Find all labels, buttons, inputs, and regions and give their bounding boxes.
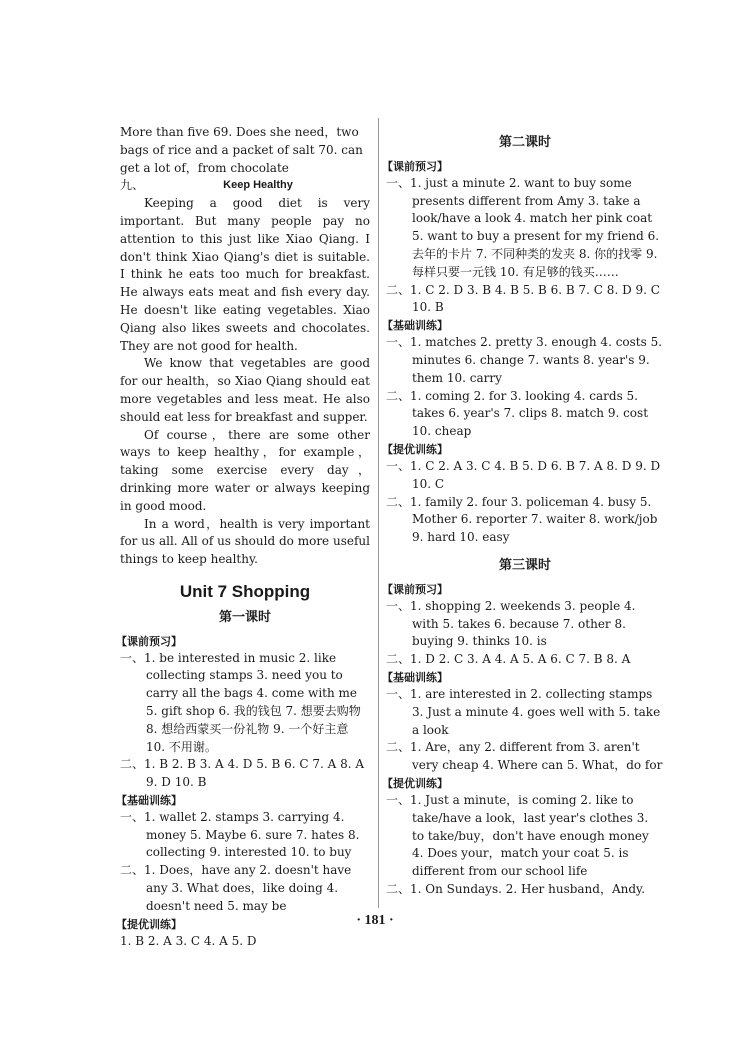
essay-paragraph: Of course，there are some other ways to keep healthy，for example，taking some exercise every day，drinking more water or always keeping in good mood. (120, 427, 370, 513)
section-heading: 【课前预习】 (382, 159, 448, 173)
lesson-title: 第二课时 (498, 135, 551, 150)
section-heading: 【课前预习】 (382, 582, 448, 596)
answer-item: 一、1. matches 2. pretty 3. enough 4. costs 5. minutes 6. change 7. wants 8. year's 9. them 10. carry (386, 335, 663, 385)
answer-item: 一、1. Just a minute，is coming 2. like to take/have a look，last year's clothes 3. to take/buy，don't have enough money 4. Does your，match your coat 5. is different from our school life (386, 792, 649, 879)
lesson-title: 第一课时 (218, 609, 271, 625)
continued-answer: More than five 69. Does she need，two bags of rice and a packet of salt 70. can get a lot of，from chocolate (120, 125, 363, 175)
lesson-title: 第三课时 (498, 557, 551, 573)
answer-item: 二、1. Are，any 2. different from 3. aren't very cheap 4. Where can 5. What，do for (386, 740, 663, 773)
answer-item: 一、1. are interested in 2. collecting stamps 3. Just a minute 4. goes well with 5. take a look (386, 686, 661, 737)
essay-paragraph: In a word，health is very important for us all. All of us should do more useful things to keep healthy. (120, 516, 370, 567)
answer-item: 二、1. family 2. four 3. policeman 4. busy 5. Mother 6. reporter 7. waiter 8. work/job 9. hard 10. easy (386, 494, 658, 545)
unit-title: Unit 7 Shopping (179, 581, 311, 601)
essay-paragraph: We know that vegetables are good for our health，so Xiao Qiang should eat more vegetables and less meat. He also should eat less for breakfast and supper. (120, 356, 370, 424)
section-heading: 【提优训练】 (382, 442, 448, 456)
section-heading: 【基础训练】 (382, 319, 448, 333)
answer-item: 二、1. B 2. B 3. A 4. D 5. B 6. C 7. A 8. A 9. D 10. B (120, 757, 365, 790)
answer-item: 一、1. just a minute 2. want to buy some presents different from Amy 3. take a look/have a look 4. match her pink coat 5. want to buy a present for my friend 6. 去年的卡片 7. 不同种类的发夹 8. 你的找零 9. 每样只要一元钱 10. 有足够的钱买…… (386, 175, 660, 279)
answer-item: 一、1. shopping 2. weekends 3. people 4. with 5. takes 6. because 7. other 8. buying 9. thinks 10. is (386, 598, 636, 649)
answer-item: 一、1. C 2. A 3. C 4. B 5. D 6. B 7. A 8. D 9. D 10. C (386, 458, 661, 491)
column-divider (378, 118, 379, 908)
essay-title: Keep Healthy (223, 179, 293, 192)
answer-item: 二、1. On Sundays. 2. Her husband，Andy. (386, 881, 646, 896)
section-heading: 【基础训练】 (116, 793, 182, 807)
essay-paragraph: Keeping a good diet is very important. But many people pay no attention to this just like Xiao Qiang. I don't think Xiao Qiang's diet is suitable. I think he eats too much for breakfast. He always eats meat and fish every day. He doesn't like eating vegetables. Xiao Qiang also likes sweets and chocolates. They are not good for health. (120, 196, 370, 353)
essay-header (120, 177, 370, 195)
section-heading: 【提优训练】 (116, 917, 182, 931)
answer-item: 二、1. D 2. C 3. A 4. A 5. A 6. C 7. B 8. A (386, 652, 631, 667)
right-column (382, 124, 664, 899)
left-column (116, 124, 370, 950)
answer-item: 1. B 2. A 3. C 4. A 5. D (120, 933, 257, 948)
section-heading: 【提优训练】 (382, 776, 448, 790)
section-heading: 【课前预习】 (116, 634, 182, 648)
page-number: · 181 · (356, 913, 394, 928)
answer-item: 一、1. wallet 2. stamps 3. carrying 4. money 5. Maybe 6. sure 7. hates 8. collecting 9. interested 10. to buy (120, 809, 360, 860)
answer-item: 二、1. coming 2. for 3. looking 4. cards 5. takes 6. year's 7. clips 8. match 9. cost 10. cheap (386, 388, 649, 439)
answer-item: 一、1. be interested in music 2. like collecting stamps 3. need you to carry all the bags 4. come with me 5. gift shop 6. 我的钱包 7. 想要去购物 8. 想给西蒙买一份礼物 9. 一个好主意 10. 不用谢。 (120, 650, 361, 754)
answer-item: 二、1. C 2. D 3. B 4. B 5. B 6. B 7. C 8. D 9. C 10. B (386, 282, 660, 315)
answer-item: 二、1. Does，have any 2. doesn't have any 3. What does，like doing 4. doesn't need 5. may be (120, 863, 352, 913)
section-heading: 【基础训练】 (382, 670, 448, 684)
question-number: 九、 (120, 178, 145, 193)
